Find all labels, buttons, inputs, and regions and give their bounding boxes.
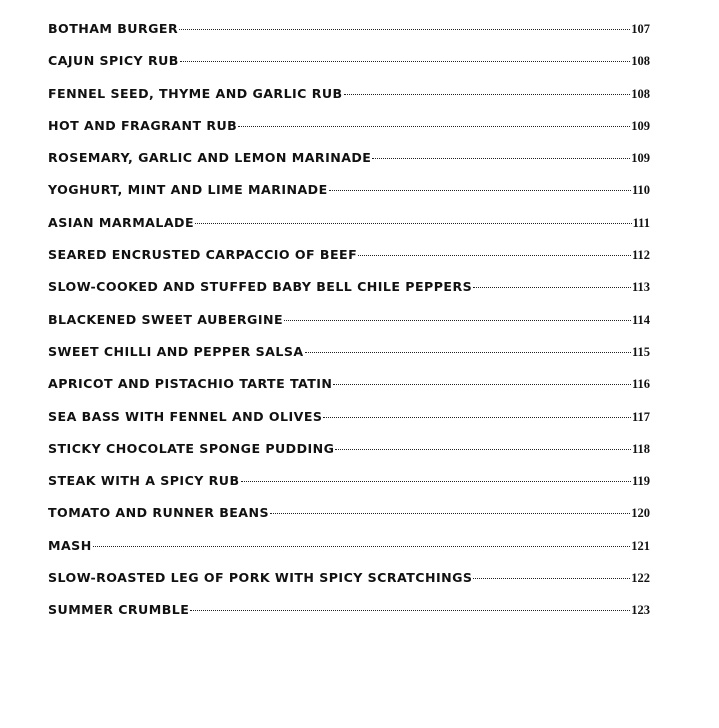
toc-entry-title: CAJUN SPICY RUB (48, 53, 179, 69)
toc-entry[interactable] (48, 215, 650, 247)
toc-entry-page: 115 (631, 344, 650, 359)
toc-entry[interactable] (48, 182, 650, 214)
toc-entry-title: SWEET CHILLI AND PEPPER SALSA (48, 343, 304, 359)
toc-dot-leader (372, 158, 630, 159)
toc-dot-leader (323, 417, 631, 418)
toc-entry-title: SEARED ENCRUSTED CARPACCIO OF BEEF (48, 247, 358, 263)
toc-entry-page: 123 (631, 603, 650, 618)
toc-entry-title: YOGHURT, MINT AND LIME MARINADE (48, 182, 328, 198)
toc-entry-page: 113 (631, 280, 650, 295)
toc-entry-page: 108 (631, 54, 650, 69)
toc-entry-title: SLOW-ROASTED LEG OF PORK WITH SPICY SCRATCHINGS (48, 570, 473, 586)
toc-entry[interactable] (48, 21, 650, 53)
toc-dot-leader (333, 384, 631, 385)
toc-entry[interactable] (48, 505, 650, 537)
toc-entry-page: 114 (631, 312, 650, 327)
toc-dot-leader (329, 190, 631, 191)
toc-entry[interactable] (48, 247, 650, 279)
toc-entry-title: BOTHAM BURGER (48, 21, 179, 36)
toc-entry-title: STICKY CHOCOLATE SPONGE PUDDING (48, 440, 335, 456)
toc-entry-title: SUMMER CRUMBLE (48, 602, 190, 618)
toc-entry-title: HOT AND FRAGRANT RUB (48, 117, 238, 133)
toc-entry-title: APRICOT AND PISTACHIO TARTE TATIN (48, 376, 333, 392)
toc-entry[interactable] (48, 150, 650, 182)
toc-entry-page: 110 (631, 183, 650, 198)
toc-dot-leader (238, 126, 630, 127)
toc-entry-page: 120 (631, 506, 650, 521)
toc-entry-page: 117 (631, 409, 650, 424)
toc-entry-title: BLACKENED SWEET AUBERGINE (48, 311, 283, 327)
toc-entry-page: 111 (632, 215, 650, 230)
toc-entry[interactable] (48, 376, 650, 408)
toc-entry-title: SEA BASS WITH FENNEL AND OLIVES (48, 408, 323, 424)
toc-entry-title: FENNEL SEED, THYME AND GARLIC RUB (48, 85, 343, 101)
toc-entry[interactable] (48, 53, 650, 85)
toc-entry-page: 108 (631, 86, 650, 101)
toc-entry-page: 119 (631, 474, 650, 489)
toc-entry[interactable] (48, 441, 650, 473)
toc-dot-leader (270, 513, 630, 514)
toc-entry-title: ROSEMARY, GARLIC AND LEMON MARINADE (48, 150, 372, 166)
toc-entry-page: 116 (631, 377, 650, 392)
toc-dot-leader (195, 223, 632, 224)
toc-entry-page: 112 (631, 248, 650, 263)
toc-dot-leader (335, 449, 631, 450)
toc-dot-leader (180, 61, 630, 62)
toc-entry[interactable] (48, 570, 650, 602)
toc-dot-leader (93, 546, 631, 547)
toc-dot-leader (241, 481, 631, 482)
toc-entry-page: 109 (631, 151, 650, 166)
table-of-contents (48, 21, 650, 635)
toc-entry[interactable] (48, 473, 650, 505)
toc-entry-title: TOMATO AND RUNNER BEANS (48, 505, 269, 521)
toc-entry-page: 121 (631, 538, 650, 553)
toc-entry[interactable] (48, 538, 650, 570)
toc-entry-title: SLOW-COOKED AND STUFFED BABY BELL CHILE PEPPERS (48, 279, 473, 295)
toc-entry[interactable] (48, 409, 650, 441)
toc-entry[interactable] (48, 118, 650, 150)
toc-dot-leader (473, 578, 630, 579)
toc-entry-page: 109 (631, 118, 650, 133)
toc-entry[interactable] (48, 344, 650, 376)
toc-dot-leader (179, 29, 630, 30)
toc-entry[interactable] (48, 86, 650, 118)
toc-entry-page: 107 (631, 22, 650, 36)
toc-entry-title: ASIAN MARMALADE (48, 214, 195, 230)
toc-entry-page: 118 (631, 441, 650, 456)
toc-dot-leader (190, 610, 630, 611)
toc-entry-page: 122 (631, 571, 650, 586)
toc-entry-title: STEAK WITH A SPICY RUB (48, 473, 240, 489)
toc-entry[interactable] (48, 279, 650, 311)
toc-dot-leader (473, 287, 631, 288)
toc-entry[interactable] (48, 602, 650, 634)
toc-entry[interactable] (48, 312, 650, 344)
toc-entry-title: MASH (48, 537, 92, 553)
toc-dot-leader (358, 255, 631, 256)
toc-dot-leader (305, 352, 631, 353)
toc-dot-leader (284, 320, 631, 321)
toc-dot-leader (344, 94, 631, 95)
